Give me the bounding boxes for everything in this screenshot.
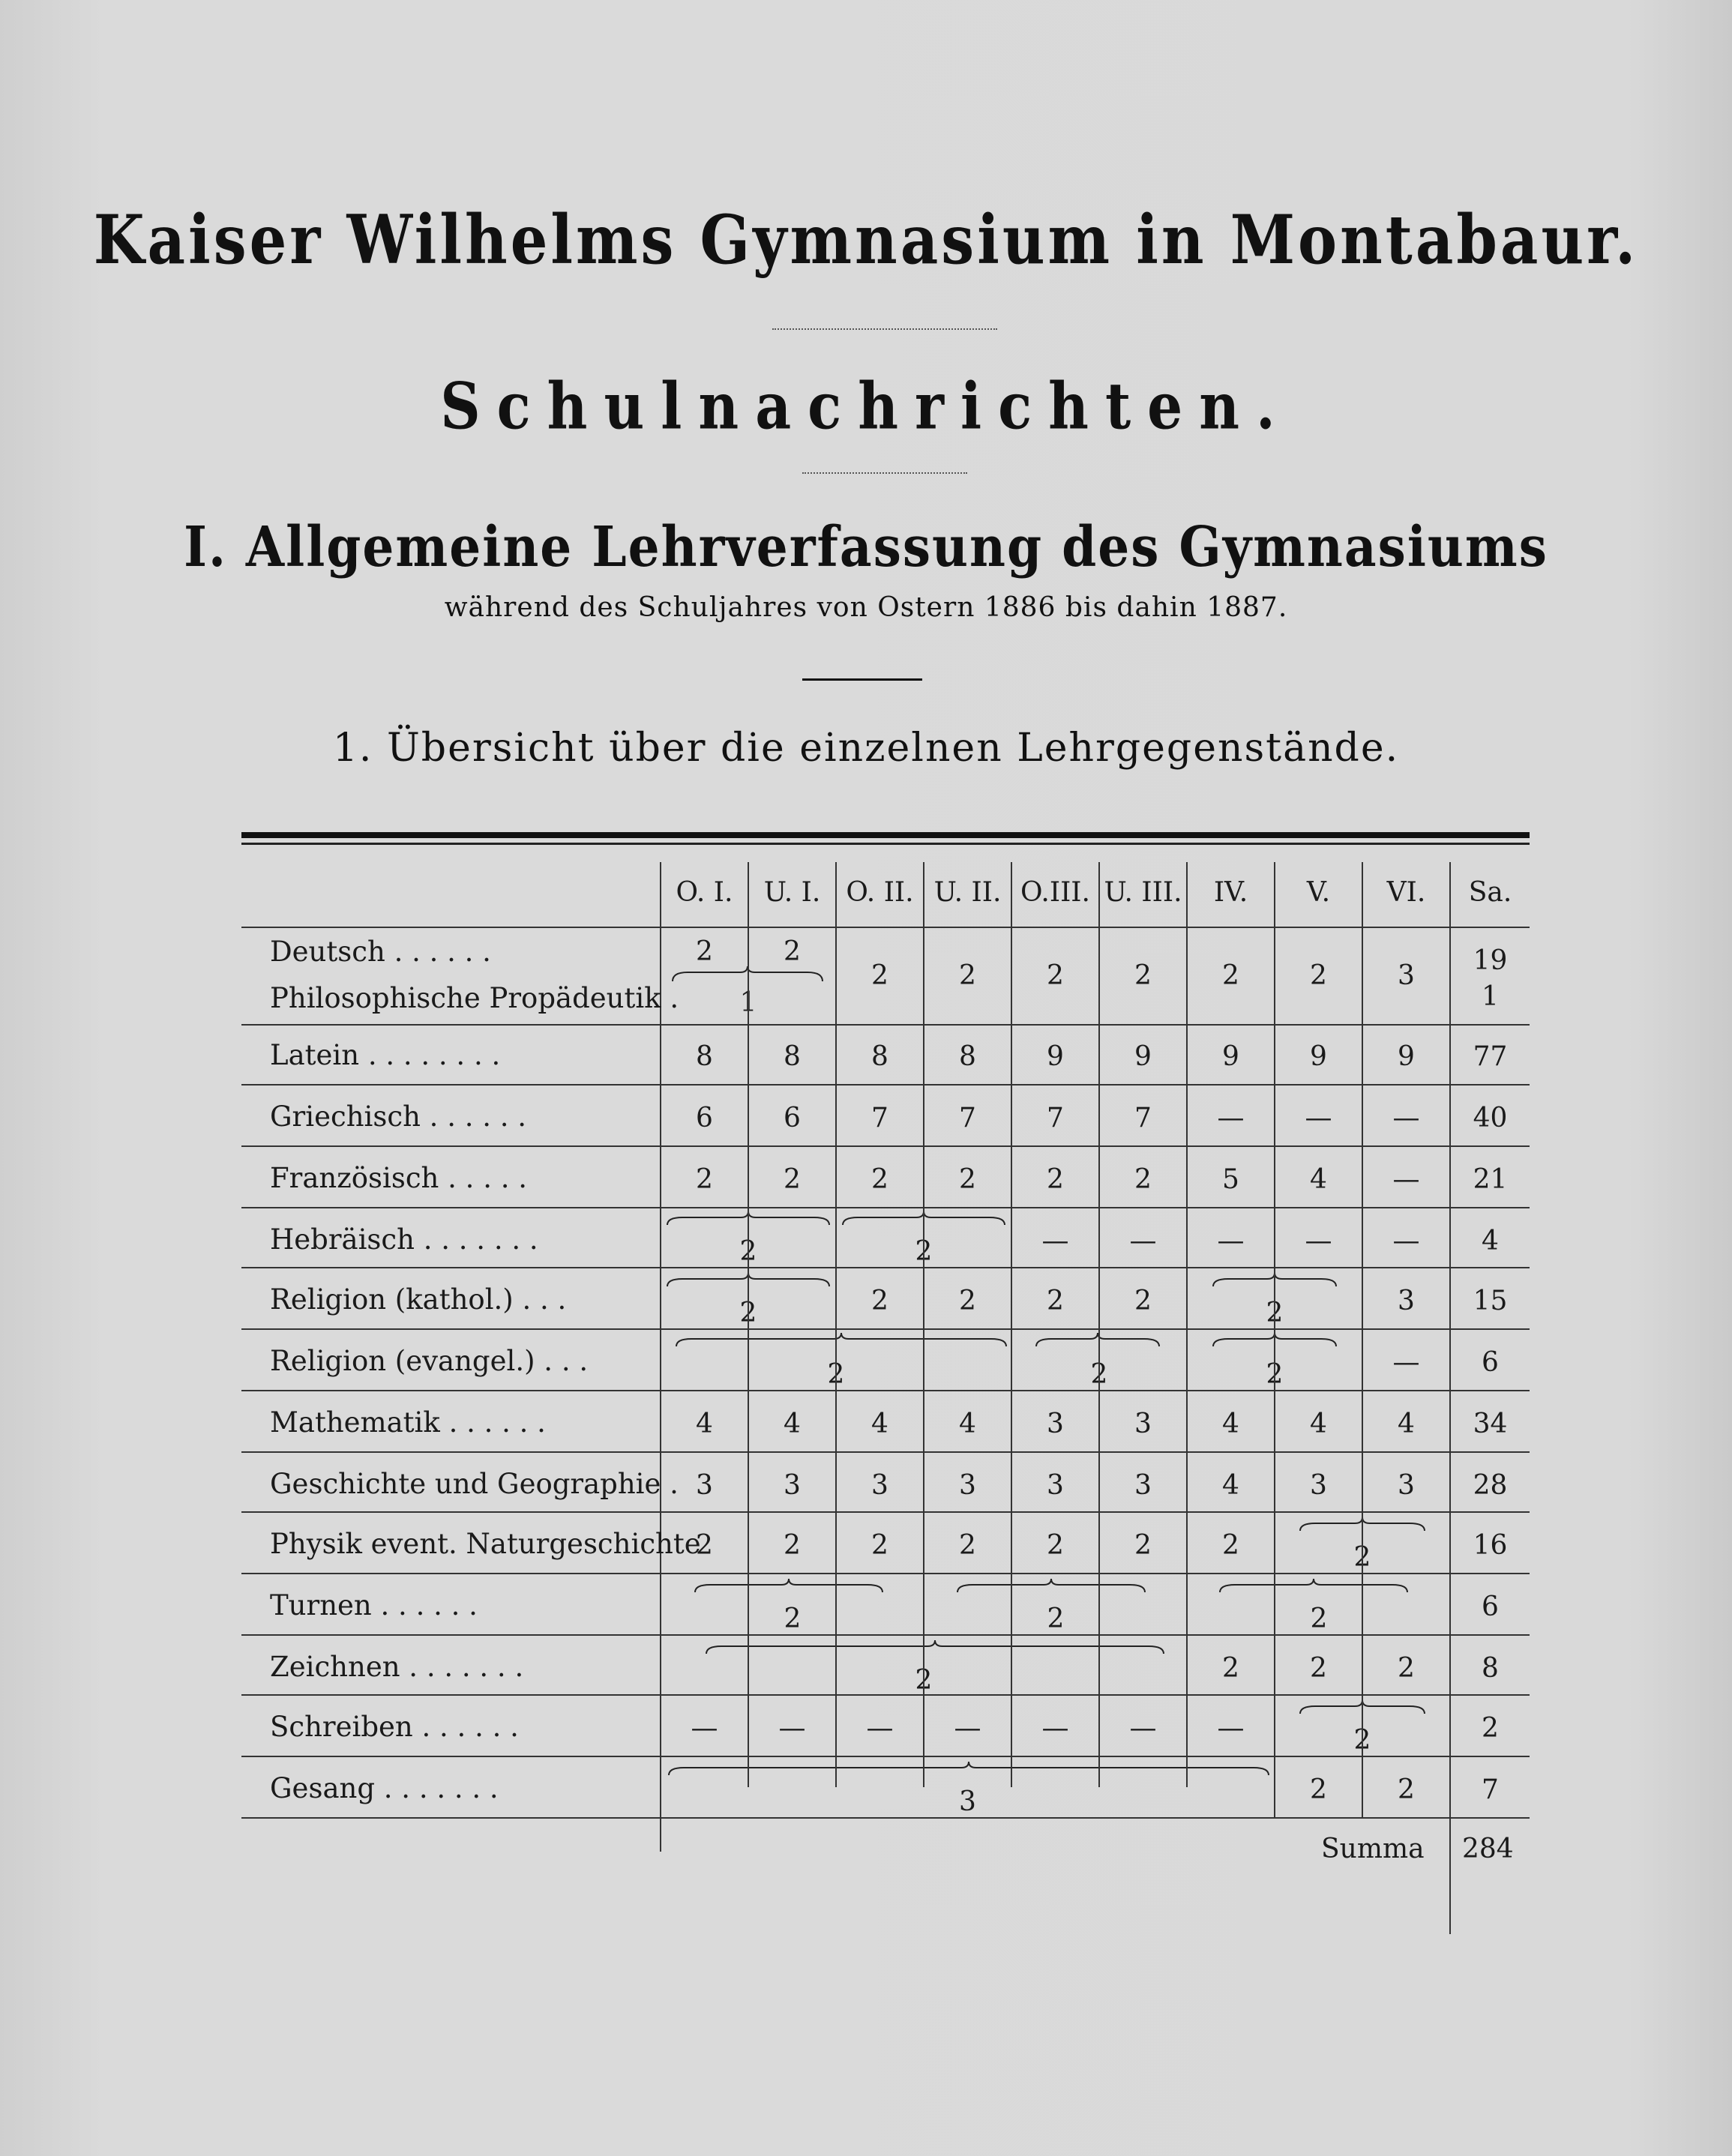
row-rule: [241, 1573, 1530, 1574]
row-rule: [241, 1694, 1530, 1696]
brace: [1036, 1336, 1159, 1348]
cell: 2: [959, 1530, 976, 1561]
section-title: I. Allgemeine Lehrverfassung des Gymnasiums: [184, 514, 1548, 579]
row-rule: [241, 1817, 1530, 1819]
subject-label: Griechisch . . . . . .: [270, 1100, 527, 1133]
col-header: V.: [1306, 877, 1331, 908]
header-bottom-rule: [241, 927, 1530, 928]
main-title: Kaiser Wilhelms Gymnasium in Montabaur.: [93, 201, 1639, 280]
cell: 2: [1222, 1530, 1239, 1561]
cell: 21: [1473, 1164, 1508, 1195]
subject-label: Schreiben . . . . . .: [270, 1711, 519, 1743]
subject-label: Religion (evangel.) . . .: [270, 1345, 589, 1377]
cell: 8: [784, 1041, 801, 1072]
brace: [706, 1643, 1164, 1655]
cell: 2: [1047, 960, 1064, 991]
cell: 2: [1266, 1359, 1284, 1390]
period-line: während des Schuljahres von Ostern 1886 bis dahin 1887.: [444, 592, 1288, 623]
row-rule: [241, 1756, 1530, 1757]
cell: 2: [827, 1359, 845, 1390]
brace: [1220, 1582, 1407, 1594]
cell: 4: [1482, 1226, 1499, 1256]
cell: 2: [1266, 1298, 1284, 1328]
overview-title: 1. Übersicht über die einzelnen Lehrgegenstände.: [332, 726, 1400, 771]
subject-label: Deutsch . . . . . .: [270, 936, 491, 968]
cell: 2: [739, 1298, 757, 1328]
col-header: O. I.: [676, 877, 733, 908]
col-header: VI.: [1386, 877, 1426, 908]
cell: 2: [1398, 1774, 1415, 1805]
cell: 3: [1310, 1470, 1327, 1501]
cell: 4: [1310, 1409, 1327, 1439]
subject-label: Physik event. Naturgeschichte: [270, 1528, 701, 1560]
cell: 6: [1482, 1592, 1499, 1622]
row-rule: [241, 1511, 1530, 1513]
row-rule: [241, 1207, 1530, 1208]
cell: 40: [1473, 1103, 1508, 1133]
cell: 2: [1134, 1286, 1152, 1316]
cell: 8: [1482, 1653, 1499, 1684]
subject-label: Zeichnen . . . . . . .: [270, 1651, 524, 1683]
cell: 2: [915, 1236, 933, 1267]
cell: 16: [1473, 1530, 1508, 1561]
cell: 4: [696, 1409, 713, 1439]
row-rule: [241, 1267, 1530, 1268]
cell: 4: [1398, 1409, 1415, 1439]
cell: 3: [871, 1470, 888, 1501]
cell: 2: [1310, 1653, 1327, 1684]
cell: —: [1041, 1713, 1069, 1744]
cell: 2: [959, 1164, 976, 1195]
table-top-rule-thin: [241, 843, 1530, 845]
cell: 19: [1473, 945, 1508, 976]
col-rule: [835, 862, 837, 1787]
col-rule: [1274, 862, 1275, 1817]
col-rule: [748, 862, 749, 1787]
row-rule: [241, 1024, 1530, 1026]
cell: 15: [1473, 1286, 1508, 1316]
col-rule: [1011, 862, 1012, 1787]
subject-label: Hebräisch . . . . . . .: [270, 1223, 538, 1256]
summa-value: 284: [1462, 1834, 1514, 1864]
brace: [676, 1336, 1006, 1348]
subject-label: Latein . . . . . . . .: [270, 1039, 501, 1071]
cell: 8: [871, 1041, 888, 1072]
cell: 3: [696, 1470, 713, 1501]
cell: 7: [1134, 1103, 1152, 1133]
cell: 9: [1398, 1041, 1415, 1072]
cell: 2: [871, 1286, 888, 1316]
col-rule: [1186, 862, 1188, 1787]
cell: 6: [784, 1103, 801, 1133]
row-rule: [241, 1451, 1530, 1453]
cell: 2: [1222, 1653, 1239, 1684]
row-rule: [241, 1390, 1530, 1391]
cell: 4: [1222, 1470, 1239, 1501]
cell: —: [1392, 1226, 1420, 1256]
cell: 2: [1134, 1530, 1152, 1561]
row-rule: [241, 1084, 1530, 1085]
cell: 3: [1134, 1409, 1152, 1439]
cell: 7: [1047, 1103, 1064, 1133]
cell: 77: [1473, 1041, 1508, 1072]
col-header: Sa.: [1468, 877, 1512, 908]
cell: 2: [784, 1164, 801, 1195]
cell: —: [954, 1713, 981, 1744]
cell: —: [866, 1713, 894, 1744]
col-header: U. III.: [1104, 877, 1182, 908]
cell: —: [1392, 1103, 1420, 1133]
cell: 9: [1047, 1041, 1064, 1072]
cell: 7: [959, 1103, 976, 1133]
col-rule: [1362, 862, 1363, 1817]
cell: 6: [1482, 1347, 1499, 1378]
cell: 2: [1047, 1604, 1065, 1634]
cell: —: [691, 1713, 718, 1744]
cell: 2: [739, 1236, 757, 1267]
cell: 2: [915, 1665, 933, 1696]
cell: 2: [784, 1604, 802, 1634]
cell: 4: [959, 1409, 976, 1439]
lehrplan-table: [241, 832, 1530, 1882]
cell: 9: [1310, 1041, 1327, 1072]
row-rule: [241, 1634, 1530, 1636]
cell: —: [1217, 1226, 1245, 1256]
cell: 2: [696, 936, 713, 967]
cell: 34: [1473, 1409, 1508, 1439]
col-rule: [1449, 862, 1451, 1934]
cell: 2: [959, 1286, 976, 1316]
brace: [695, 1582, 882, 1594]
cell: 3: [1047, 1470, 1064, 1501]
cell: 2: [1222, 960, 1239, 991]
cell: 8: [696, 1041, 713, 1072]
cell: —: [1129, 1226, 1157, 1256]
cell: 3: [1398, 1286, 1415, 1316]
cell: 7: [1482, 1774, 1499, 1805]
cell: 2: [1047, 1164, 1064, 1195]
table-top-rule: [241, 832, 1530, 838]
cell: 2: [1482, 1713, 1499, 1744]
cell: 3: [1398, 1470, 1415, 1501]
cell: 4: [1222, 1409, 1239, 1439]
cell: 2: [1398, 1653, 1415, 1684]
col-header: U. II.: [933, 877, 1002, 908]
cell: 4: [1310, 1164, 1327, 1195]
cell: 2: [871, 960, 888, 991]
subject-label: Geschichte und Geographie .: [270, 1468, 679, 1500]
cell: 4: [784, 1409, 801, 1439]
cell: 2: [959, 960, 976, 991]
cell: 3: [959, 1470, 976, 1501]
summa-label: Summa: [1321, 1834, 1425, 1864]
subject-label: Religion (kathol.) . . .: [270, 1283, 567, 1316]
cell: —: [1041, 1226, 1069, 1256]
cell: 5: [1222, 1164, 1239, 1195]
subject-label: Französisch . . . . .: [270, 1162, 528, 1194]
cell: 2: [871, 1164, 888, 1195]
row-rule: [241, 1328, 1530, 1330]
cell: —: [1392, 1347, 1420, 1378]
cell: 3: [1134, 1470, 1152, 1501]
cell: 3: [1398, 960, 1415, 991]
cell: —: [1305, 1103, 1332, 1133]
row-rule: [241, 1145, 1530, 1147]
cell: 2: [871, 1530, 888, 1561]
brace: [957, 1582, 1145, 1594]
col-rule: [923, 862, 924, 1787]
cell: 2: [1310, 1774, 1327, 1805]
cell: 2: [1090, 1359, 1108, 1390]
subject-label: Turnen . . . . . .: [270, 1589, 478, 1621]
ornament-divider: [802, 472, 967, 481]
cell: 7: [871, 1103, 888, 1133]
cell: —: [1217, 1103, 1245, 1133]
col-header: U. I.: [763, 877, 821, 908]
col-header: O.III.: [1020, 877, 1090, 908]
subtitle: Schulnachrichten.: [440, 370, 1292, 445]
ornament-divider: [772, 328, 997, 337]
cell: 3: [1047, 1409, 1064, 1439]
cell: 2: [696, 1164, 713, 1195]
col-header: IV.: [1213, 877, 1248, 908]
brace: [669, 1765, 1269, 1777]
cell: 1: [1482, 981, 1499, 1012]
cell: 2: [1134, 960, 1152, 991]
cell: 6: [696, 1103, 713, 1133]
cell: 2: [696, 1530, 713, 1561]
col-rule: [1098, 862, 1100, 1787]
cell: 2: [784, 936, 801, 967]
cell: —: [1129, 1713, 1157, 1744]
cell: 2: [1353, 1542, 1371, 1573]
cell: —: [778, 1713, 806, 1744]
cell: 9: [1222, 1041, 1239, 1072]
subject-label: Gesang . . . . . . .: [270, 1772, 499, 1804]
cell: 2: [1310, 960, 1327, 991]
subject-label: Mathematik . . . . . .: [270, 1406, 546, 1439]
cell: 2: [1134, 1164, 1152, 1195]
cell: —: [1392, 1164, 1420, 1195]
cell: 1: [739, 987, 757, 1018]
cell: 2: [1047, 1286, 1064, 1316]
cell: 2: [1310, 1604, 1328, 1634]
cell: 2: [784, 1530, 801, 1561]
cell: 9: [1134, 1041, 1152, 1072]
subject-label: Philosophische Propädeutik .: [270, 982, 679, 1014]
cell: —: [1305, 1226, 1332, 1256]
cell: 28: [1473, 1470, 1508, 1501]
cell: 2: [1047, 1530, 1064, 1561]
cell: 2: [1353, 1725, 1371, 1756]
cell: 3: [959, 1786, 976, 1817]
cell: 4: [871, 1409, 888, 1439]
cell: 3: [784, 1470, 801, 1501]
cell: 8: [959, 1041, 976, 1072]
cell: —: [1217, 1713, 1245, 1744]
divider-rule: [802, 678, 922, 681]
col-header: O. II.: [846, 877, 914, 908]
